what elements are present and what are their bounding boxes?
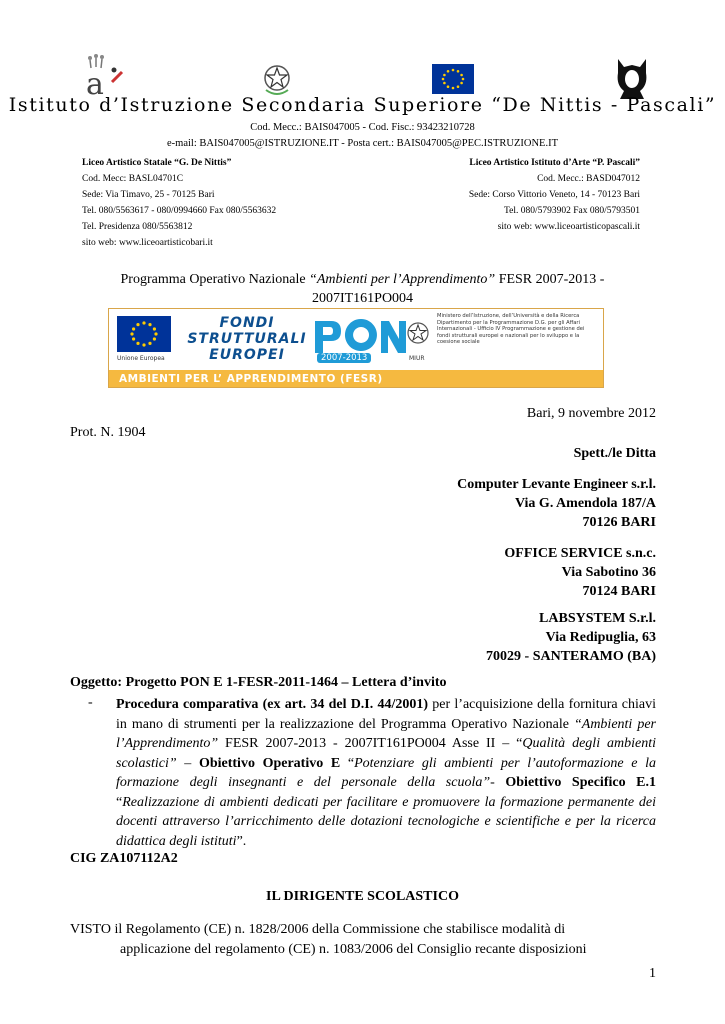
programma-prefix: Programma Operativo Nazionale: [120, 272, 310, 287]
institute-title: Istituto d’Istruzione Secondaria Superiore “De Nittis - Pascali”: [8, 94, 717, 116]
school-right-block: [400, 155, 640, 235]
visto-paragraph: [70, 920, 656, 959]
school-left-web: sito web: www.liceoartisticobari.it: [82, 238, 213, 248]
eu-flag-icon: [117, 316, 171, 352]
school-a-logo-icon: [82, 52, 124, 98]
school-left-code: Cod. Mecc: BASL04701C: [82, 174, 184, 184]
visto-line-2: applicazione del regolamento (CE) n. 1083/2006 del Consiglio recante disposizioni: [120, 941, 587, 957]
procedure-part: Obiettivo Operativo E: [198, 755, 341, 771]
recipient-city: 70124 BARI: [582, 584, 656, 599]
recipient-address-block: [300, 609, 656, 666]
recipient-street: Via Redipuglia, 63: [545, 630, 656, 645]
school-left-block: [82, 155, 342, 251]
italian-emblem-icon: [405, 319, 431, 349]
school-right-code: Cod. Mecc.: BASD047012: [537, 174, 640, 184]
pon-banner: [108, 308, 604, 388]
page-number: 1: [649, 966, 656, 981]
procedure-part: “: [340, 755, 355, 771]
procedure-paragraph: [116, 695, 656, 851]
procedure-part: ”.: [236, 833, 247, 849]
protocol-number: Prot. N. 1904: [70, 425, 146, 440]
fondi-line-2: STRUTTURALI: [187, 331, 307, 347]
fondi-line-3: EUROPEI: [209, 347, 285, 363]
procedure-part: “: [116, 794, 123, 810]
fondi-line-1: FONDI: [219, 315, 275, 331]
dirigente-heading: IL DIRIGENTE SCOLASTICO: [266, 889, 459, 904]
procedure-part: Realizzazione di ambienti dedicati per facilitare e promuovere la formazione permanente dei docenti attraverso l’arricchimento delle dotazioni tecnologiche e scientifiche e per la ricerca didattica degli istituti: [116, 794, 656, 849]
pon-years: 2007-2013: [317, 353, 371, 363]
pon-banner-band: [109, 370, 603, 387]
eu-flag-icon: [432, 64, 474, 94]
svg-text:a: a: [86, 67, 104, 98]
recipient-city: 70126 BARI: [582, 515, 656, 530]
recipient-street: Via G. Amendola 187/A: [514, 496, 656, 511]
procedure-part: Procedura comparativa (ex art. 34 del D.I. 44/2001): [116, 697, 429, 712]
recipient-address-block: [300, 475, 656, 532]
list-dash: -: [88, 695, 93, 710]
procedure-part: –: [176, 755, 199, 771]
ministry-text: Ministero dell’Istruzione, dell’Università e della Ricerca Dipartimento per la Programmazione D.G. per gli Affari Internazionali - Ufficio IV Programmazione e gestione dei fondi strutturali europei e nazionali per lo sviluppo e la coesione sociale: [437, 313, 585, 345]
procedure-part: per l’acquisizione della fornitura chiavi in mano di strumenti per la realizzazione del Programma Operativo Nazionale: [116, 697, 657, 732]
programma-title: “Ambienti per l’Apprendimento”: [309, 272, 496, 287]
school-right-web: sito web: www.liceoartisticopascali.it: [497, 222, 640, 232]
school-left-tel: Tel. 080/5563617 - 080/0994660 Fax 080/5563632: [82, 206, 277, 216]
recipient-city: 70029 - SANTERAMO (BA): [486, 649, 656, 664]
school-left-address: Sede: Via Timavo, 25 - 70125 Bari: [82, 190, 215, 200]
cat-silhouette-icon: [612, 55, 652, 99]
procedure-part: Obiettivo Specifico E.1: [505, 775, 656, 790]
cig-code: CIG ZA107112A2: [70, 851, 178, 866]
recipient-address-block: [300, 544, 656, 601]
institute-email-line: e-mail: BAIS047005@ISTRUZIONE.IT - Posta cert.: BAIS047005@PEC.ISTRUZIONE.IT: [167, 138, 558, 149]
letter-date: Bari, 9 novembre 2012: [526, 406, 656, 421]
procedure-part: “Ambienti per l’Apprendimento”: [116, 716, 657, 751]
eu-label: Unione Europea: [117, 355, 165, 362]
school-right-tel: Tel. 080/5793902 Fax 080/5793501: [503, 206, 640, 216]
school-right-name: Liceo Artistico Istituto d’Arte “P. Pascali”: [469, 158, 640, 168]
procedure-part: Potenziare gli ambienti per l’autoformazione e la formazione degli insegnanti e del personale della scuola”: [116, 755, 657, 790]
subject-line: Oggetto: Progetto PON E 1-FESR-2011-1464 – Lettera d’invito: [70, 675, 447, 690]
recipient-name: OFFICE SERVICE s.n.c.: [504, 546, 656, 561]
programma-heading: [100, 270, 625, 308]
recipient-salutation: Spett./le Ditta: [573, 446, 656, 461]
school-right-address: Sede: Corso Vittorio Veneto, 14 - 70123 Bari: [468, 190, 640, 200]
programma-suffix: FESR 2007-2013 - 2007IT161PO004: [311, 272, 605, 306]
procedure-part: Qualità degli ambienti scolastici”: [116, 736, 656, 771]
recipient-street: Via Sabotino 36: [561, 565, 656, 580]
school-left-presidenza: Tel. Presidenza 080/5563812: [82, 222, 193, 232]
school-left-name: Liceo Artistico Statale “G. De Nittis”: [82, 158, 232, 168]
visto-line-1: VISTO il Regolamento (CE) n. 1828/2006 della Commissione che stabilisce modalità di: [70, 922, 566, 937]
pon-band-text: AMBIENTI PER L’ APPRENDIMENTO (FESR): [119, 373, 383, 385]
procedure-part: -: [490, 775, 506, 790]
italian-emblem-icon: [262, 62, 292, 96]
procedure-part: FESR 2007-2013 - 2007IT161PO004 Asse II – “: [218, 736, 523, 751]
recipient-name: LABSYSTEM S.r.l.: [539, 611, 656, 626]
fondi-strutturali-logo: [187, 315, 307, 363]
recipient-name: Computer Levante Engineer s.r.l.: [457, 477, 656, 492]
miur-label: MIUR: [409, 355, 425, 362]
institute-codes: Cod. Mecc.: BAIS047005 - Cod. Fisc.: 93423210728: [250, 122, 475, 133]
